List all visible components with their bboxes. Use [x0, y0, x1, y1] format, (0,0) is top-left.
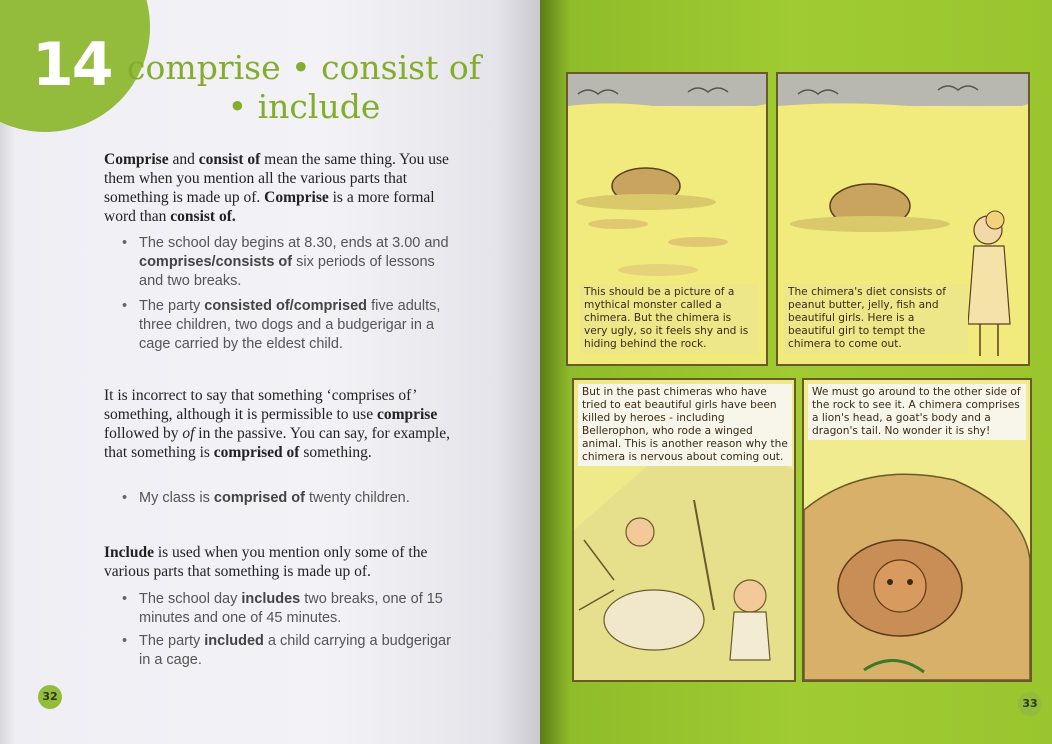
paragraph-comprise-consist: Comprise and consist of mean the same thing. You use them when you mention all the various parts that something is made up of. Comprise is a more formal word than consist of. [104, 151, 449, 225]
example-party-included: • The party included a child carrying a budgerigar in a cage. [122, 632, 459, 670]
page-number-left: 32 [38, 685, 62, 709]
example-class: • My class is comprised of twenty children. [122, 489, 459, 508]
title-line-2: • include [227, 87, 381, 126]
example-school-day: • The school day begins at 8.30, ends at 3.00 and comprises/consists of six periods of lessons and two breaks. [122, 234, 459, 291]
panel-2-caption: The chimera's diet consists of peanut butter, jelly, fish and beautiful girls. Here is a beautiful girl to tempt the chimera to come out. [784, 284, 968, 353]
comic-panel-4 [802, 378, 1032, 682]
comic-panel-3 [572, 378, 796, 682]
right-page [540, 0, 1052, 744]
paragraph-incorrect-usage: It is incorrect to say that something ‘comprises of’ something, although it is permissible to use comprise followed by of in the passive. You can say, for example, that something is comprised of something. [104, 387, 450, 461]
chapter-number: 14 [32, 30, 112, 100]
panel-4-caption: We must go around to the other side of the rock to see it. A chimera comprises a lion's head, a goat's body and a dragon's tail. No wonder it is shy! [808, 384, 1026, 440]
panel-1-caption: This should be a picture of a mythical monster called a chimera. But the chimera is very ugly, so it feels shy and is hiding behind the rock. [580, 284, 758, 353]
paragraph-include: Include is used when you mention only some of the various parts that something is made up of. [104, 544, 428, 580]
page-number-right: 33 [1018, 692, 1042, 716]
title-line-1: comprise • consist of [127, 48, 481, 87]
comic-panel-1 [566, 72, 768, 366]
comic-panel-2 [776, 72, 1030, 366]
panel-3-caption: But in the past chimeras who have tried to eat beautiful girls have been killed by heroes - including Bellerophon, who rode a winged animal. This is another reason why the chimera is nervous about coming out. [578, 384, 792, 466]
example-school-day-includes: • The school day includes two breaks, one of 15 minutes and one of 45 minutes. [122, 590, 459, 628]
page-title [104, 48, 504, 126]
example-party: • The party consisted of/comprised five adults, three children, two dogs and a budgerigar in a cage carried by the eldest child. [122, 297, 459, 354]
